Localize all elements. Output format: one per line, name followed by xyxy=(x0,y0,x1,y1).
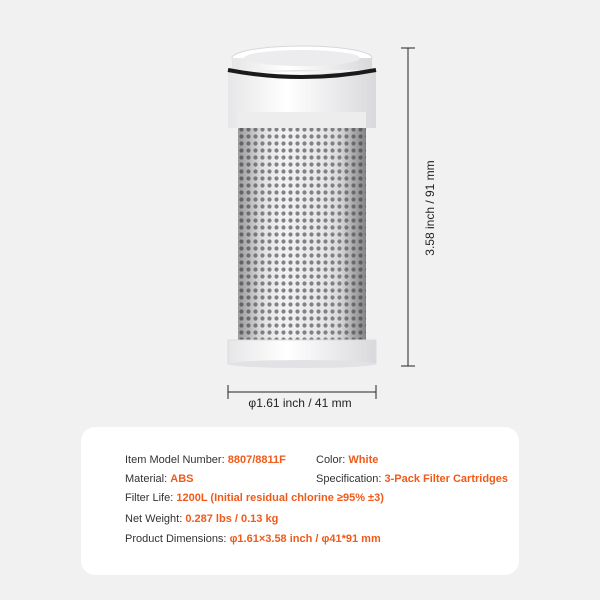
product-dimensions-value: φ1.61×3.58 inch / φ41*91 mm xyxy=(229,533,381,545)
filter-life-value: 1200L (Initial residual chlorine ≥95% ±3) xyxy=(176,492,384,504)
spec-row-material xyxy=(125,473,193,485)
model-label: Item Model Number: xyxy=(125,454,225,466)
spec-row-filter-life xyxy=(125,492,384,504)
bottom-ring xyxy=(228,340,376,368)
top-cap xyxy=(228,46,376,130)
diameter-dimension-label: φ1.61 inch / 41 mm xyxy=(248,396,352,410)
material-label: Material: xyxy=(125,473,168,485)
filter-body xyxy=(238,128,366,342)
filter-life-label: Filter Life: xyxy=(125,492,174,504)
spec-row-net-weight xyxy=(125,513,278,525)
specification-value: 3-Pack Filter Cartridges xyxy=(384,473,508,485)
product-dimensions-label: Product Dimensions: xyxy=(125,533,227,545)
color-value: White xyxy=(348,454,379,466)
material-value: ABS xyxy=(170,473,194,485)
net-weight-label: Net Weight: xyxy=(125,513,183,525)
color-label: Color: xyxy=(316,454,346,466)
model-value: 8807/8811F xyxy=(227,454,286,466)
height-dimension-line xyxy=(401,48,415,366)
specification-label: Specification: xyxy=(316,473,382,485)
spec-row-model xyxy=(125,454,286,466)
height-dimension-label: 3.58 inch / 91 mm xyxy=(423,160,437,256)
spec-row-specification xyxy=(316,473,508,485)
specs-card xyxy=(81,427,519,575)
spec-row-color xyxy=(316,454,378,466)
net-weight-value: 0.287 lbs / 0.13 kg xyxy=(185,513,279,525)
spec-row-product-dimensions xyxy=(125,533,381,545)
